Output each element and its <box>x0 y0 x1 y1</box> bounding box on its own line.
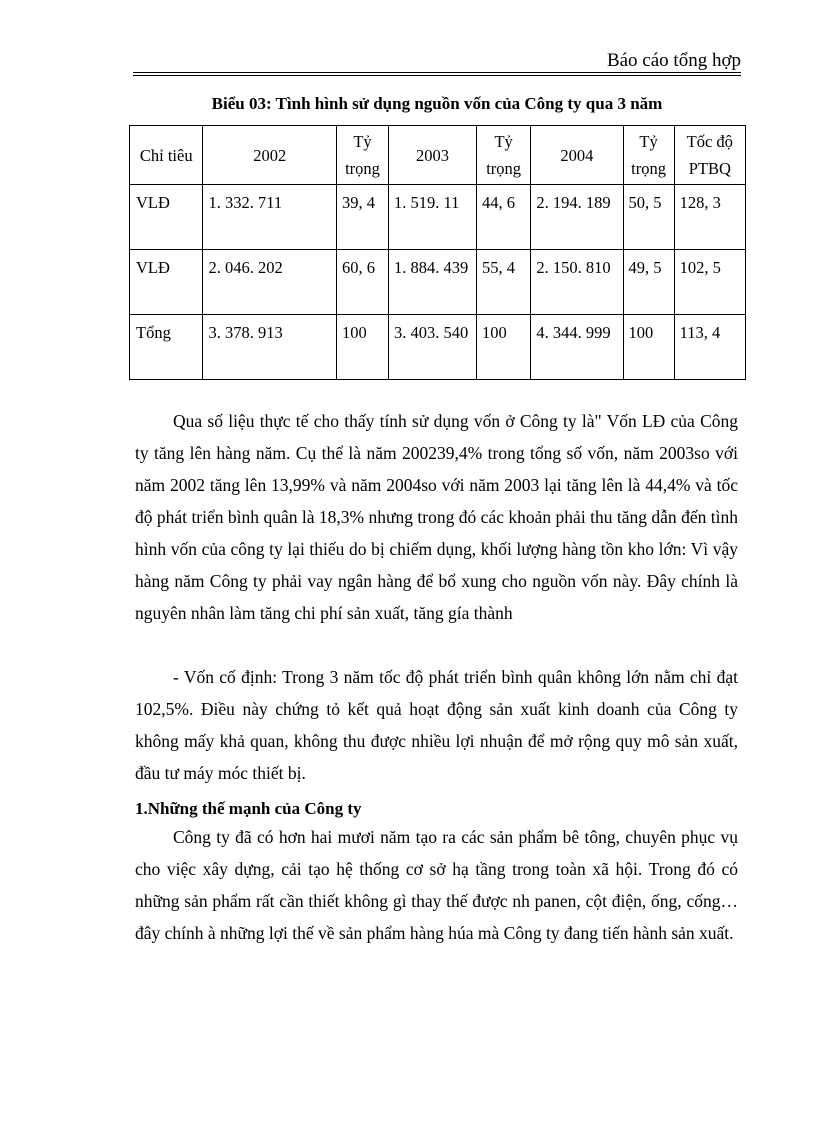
table-cell: 1. 884. 439 <box>388 250 476 315</box>
table-cell: 102, 5 <box>674 250 745 315</box>
section-heading-strengths: 1.Những thế mạnh của Công ty <box>135 799 362 818</box>
table-cell: 100 <box>337 315 389 380</box>
table-cell: VLĐ <box>130 250 203 315</box>
table-cell: 4. 344. 999 <box>531 315 623 380</box>
table-cell: 2. 194. 189 <box>531 185 623 250</box>
table-cell: 55, 4 <box>476 250 530 315</box>
table-cell: 3. 378. 913 <box>203 315 337 380</box>
table-cell: 1. 332. 711 <box>203 185 337 250</box>
table-cell: 1. 519. 11 <box>388 185 476 250</box>
header-cell: Tỷ trọng <box>337 126 389 185</box>
header-cell: Tốc độ PTBQ <box>674 126 745 185</box>
table-cell: 44, 6 <box>476 185 530 250</box>
header-cell: Tỷ trọng <box>476 126 530 185</box>
table-cell: 50, 5 <box>623 185 674 250</box>
table-cell: 3. 403. 540 <box>388 315 476 380</box>
table-cell: 39, 4 <box>337 185 389 250</box>
header-rule-thick <box>133 72 741 73</box>
table-row <box>130 185 746 250</box>
header-cell: 2002 <box>203 126 337 185</box>
table-row <box>130 315 746 380</box>
paragraph-fixed-capital: - Vốn cố định: Trong 3 năm tốc độ phát triển bình quân không lớn nằm chỉ đạt 102,5%. Điều này chứng tỏ kết quả hoạt động sản xuất kinh doanh của Công ty không mấy khả quan, không thu được nhiều lợi nhuận để mở rộng quy mô sản xuất, đầu tư máy móc thiết bị. <box>135 667 738 783</box>
table-cell: VLĐ <box>130 185 203 250</box>
table-cell: 49, 5 <box>623 250 674 315</box>
paragraph-strengths: Công ty đã có hơn hai mươi năm tạo ra các sản phẩm bê tông, chuyên phục vụ cho việc xây dựng, cải tạo hệ thống cơ sở hạ tầng trong toàn xã hội. Trong đó có những sản phẩm rất cần thiết không gì thay thế được nh panen, cột điện, ống, cống… đây chính à những lợi thế về sản phẩm hàng húa mà Công ty đang tiến hành sản xuất. <box>135 827 738 943</box>
table-cell: 60, 6 <box>337 250 389 315</box>
table-cell: 100 <box>623 315 674 380</box>
header-cell: 2004 <box>531 126 623 185</box>
table-caption: Biểu 03: Tình hình sử dụng nguồn vốn của Công ty qua 3 năm <box>211 94 663 113</box>
table-header-row <box>130 126 746 185</box>
header-rule-thin <box>133 75 741 76</box>
header-cell: 2003 <box>388 126 476 185</box>
header-cell: Chỉ tiêu <box>130 126 203 185</box>
header-cell: Tỷ trọng <box>623 126 674 185</box>
table-row <box>130 250 746 315</box>
table-cell: 128, 3 <box>674 185 745 250</box>
table-cell: Tổng <box>130 315 203 380</box>
paragraph-working-capital: Qua số liệu thực tế cho thấy tính sử dụng vốn ở Công ty là" Vốn LĐ của Công ty tăng lên hàng năm. Cụ thể là năm 200239,4% trong tổng số vốn, năm 2003so với năm 2002 tăng lên 13,99% và năm 2004so với năm 2003 lại tăng lên là 44,4% và tốc độ phát triển bình quân là 18,3% nhưng trong đó các khoản phải thu tăng dẫn đến tình hình vốn của công ty lại thiếu do bị chiếm dụng, khối lượng hàng tồn kho lớn: Vì vậy hàng năm Công ty phải vay ngân hàng để bổ xung cho nguồn vốn này. Đây chính là nguyên nhân làm tăng chi phí sản xuất, tăng gía thành <box>135 411 738 623</box>
table-cell: 2. 046. 202 <box>203 250 337 315</box>
table-cell: 113, 4 <box>674 315 745 380</box>
document-header-title: Báo cáo tổng hợp <box>606 50 741 71</box>
table-cell: 100 <box>476 315 530 380</box>
capital-usage-table <box>129 125 746 380</box>
table-cell: 2. 150. 810 <box>531 250 623 315</box>
